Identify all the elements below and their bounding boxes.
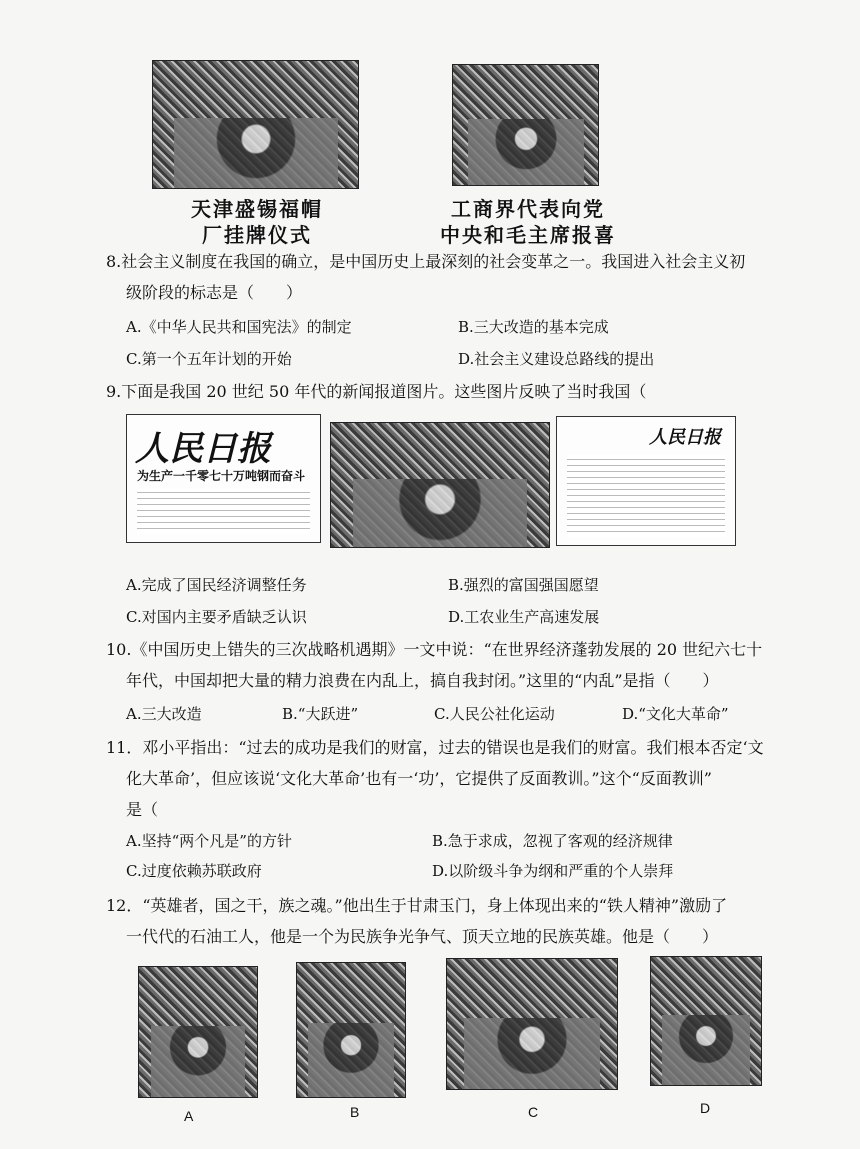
newspaper-image-3 <box>556 416 736 546</box>
portrait-d <box>650 956 762 1086</box>
newspaper-1-masthead: 人民日报 <box>135 429 271 469</box>
q11-option-d: D.以阶级斗争为纲和严重的个人崇拜 <box>432 862 674 880</box>
portrait-b <box>296 962 406 1098</box>
photo-business-representatives <box>452 64 599 186</box>
q8-line1: 8.社会主义制度在我国的确立，是中国历史上最深刻的社会变革之一。我国进入社会主义初 <box>106 252 746 271</box>
q9-option-d: D.工农业生产高速发展 <box>448 608 600 626</box>
q11-line3: 是（ <box>126 800 159 819</box>
newspaper-3-masthead: 人民日报 <box>649 427 721 448</box>
q8-option-c: C.第一个五年计划的开始 <box>126 350 292 368</box>
q9-option-c: C.对国内主要矛盾缺乏认识 <box>126 608 307 626</box>
q10-line2: 年代，中国却把大量的精力浪费在内乱上，搞自我封闭。”这里的“内乱”是指（ ） <box>126 671 719 690</box>
q9-line: 9.下面是我国 20 世纪 50 年代的新闻报道图片。这些图片反映了当时我国（ <box>106 382 647 401</box>
q9-option-a: A.完成了国民经济调整任务 <box>126 576 307 594</box>
portrait-c <box>446 958 618 1090</box>
q11-option-c: C.过度依赖苏联政府 <box>126 862 262 880</box>
q8-option-d: D.社会主义建设总路线的提出 <box>458 350 655 368</box>
q12-line1: 12．“英雄者，国之干，族之魂。”他出生于甘肃玉门，身上体现出来的“铁人精神”激励了 <box>106 896 728 915</box>
figure-label-a: A <box>184 1108 194 1124</box>
newspaper-image-1 <box>126 414 321 543</box>
figure-label-c: C <box>528 1104 539 1120</box>
q10-option-a: A.三大改造 <box>126 705 202 723</box>
q8-option-a: A.《中华人民共和国宪法》的制定 <box>126 318 352 336</box>
q11-line1: 11．邓小平指出：“过去的成功是我们的财富，过去的错误也是我们的财富。我们根本否定‘文 <box>106 738 764 757</box>
q8-option-b: B.三大改造的基本完成 <box>458 318 609 336</box>
q9-option-b: B.强烈的富国强国愿望 <box>448 576 599 594</box>
q11-line2: 化大革命’，但应该说‘文化大革命’也有一‘功’，它提供了反面教训。”这个“反面教训” <box>126 769 712 788</box>
portrait-a <box>138 966 258 1098</box>
newspaper-1-headline: 为生产一千零七十万吨钢而奋斗 <box>137 469 306 483</box>
caption-left <box>162 196 352 248</box>
q12-line2: 一代代的石油工人，他是一个为民族争光争气、顶天立地的民族英雄。他是（ ） <box>126 927 719 946</box>
caption-left-line2: 厂挂牌仪式 <box>202 223 312 247</box>
figure-label-d: D <box>700 1100 711 1116</box>
q10-option-d: D.“文化大革命” <box>622 705 729 723</box>
q11-option-a: A.坚持“两个凡是”的方针 <box>126 832 292 850</box>
q10-line1: 10.《中国历史上错失的三次战略机遇期》一文中说：“在世界经济蓬勃发展的 20 世纪六七十 <box>106 640 763 659</box>
caption-right-line1: 工商界代表向党 <box>451 197 605 221</box>
caption-right-line2: 中央和毛主席报喜 <box>440 223 616 247</box>
q10-option-c: C.人民公社化运动 <box>434 705 555 723</box>
question-12 <box>106 890 841 952</box>
caption-left-line1: 天津盛锡福帽 <box>191 197 323 221</box>
question-10 <box>106 634 841 696</box>
q11-option-b: B.急于求成，忽视了客观的经济规律 <box>432 832 673 850</box>
steel-furnaces-photo <box>330 422 550 548</box>
q8-line2: 级阶段的标志是（ ） <box>126 283 303 302</box>
figure-label-b: B <box>350 1104 360 1120</box>
caption-right <box>418 196 638 248</box>
question-11 <box>106 732 841 825</box>
question-8 <box>106 246 836 308</box>
photo-tianjin-hat-factory <box>152 60 359 189</box>
q10-option-b: B.“大跃进” <box>282 705 359 723</box>
